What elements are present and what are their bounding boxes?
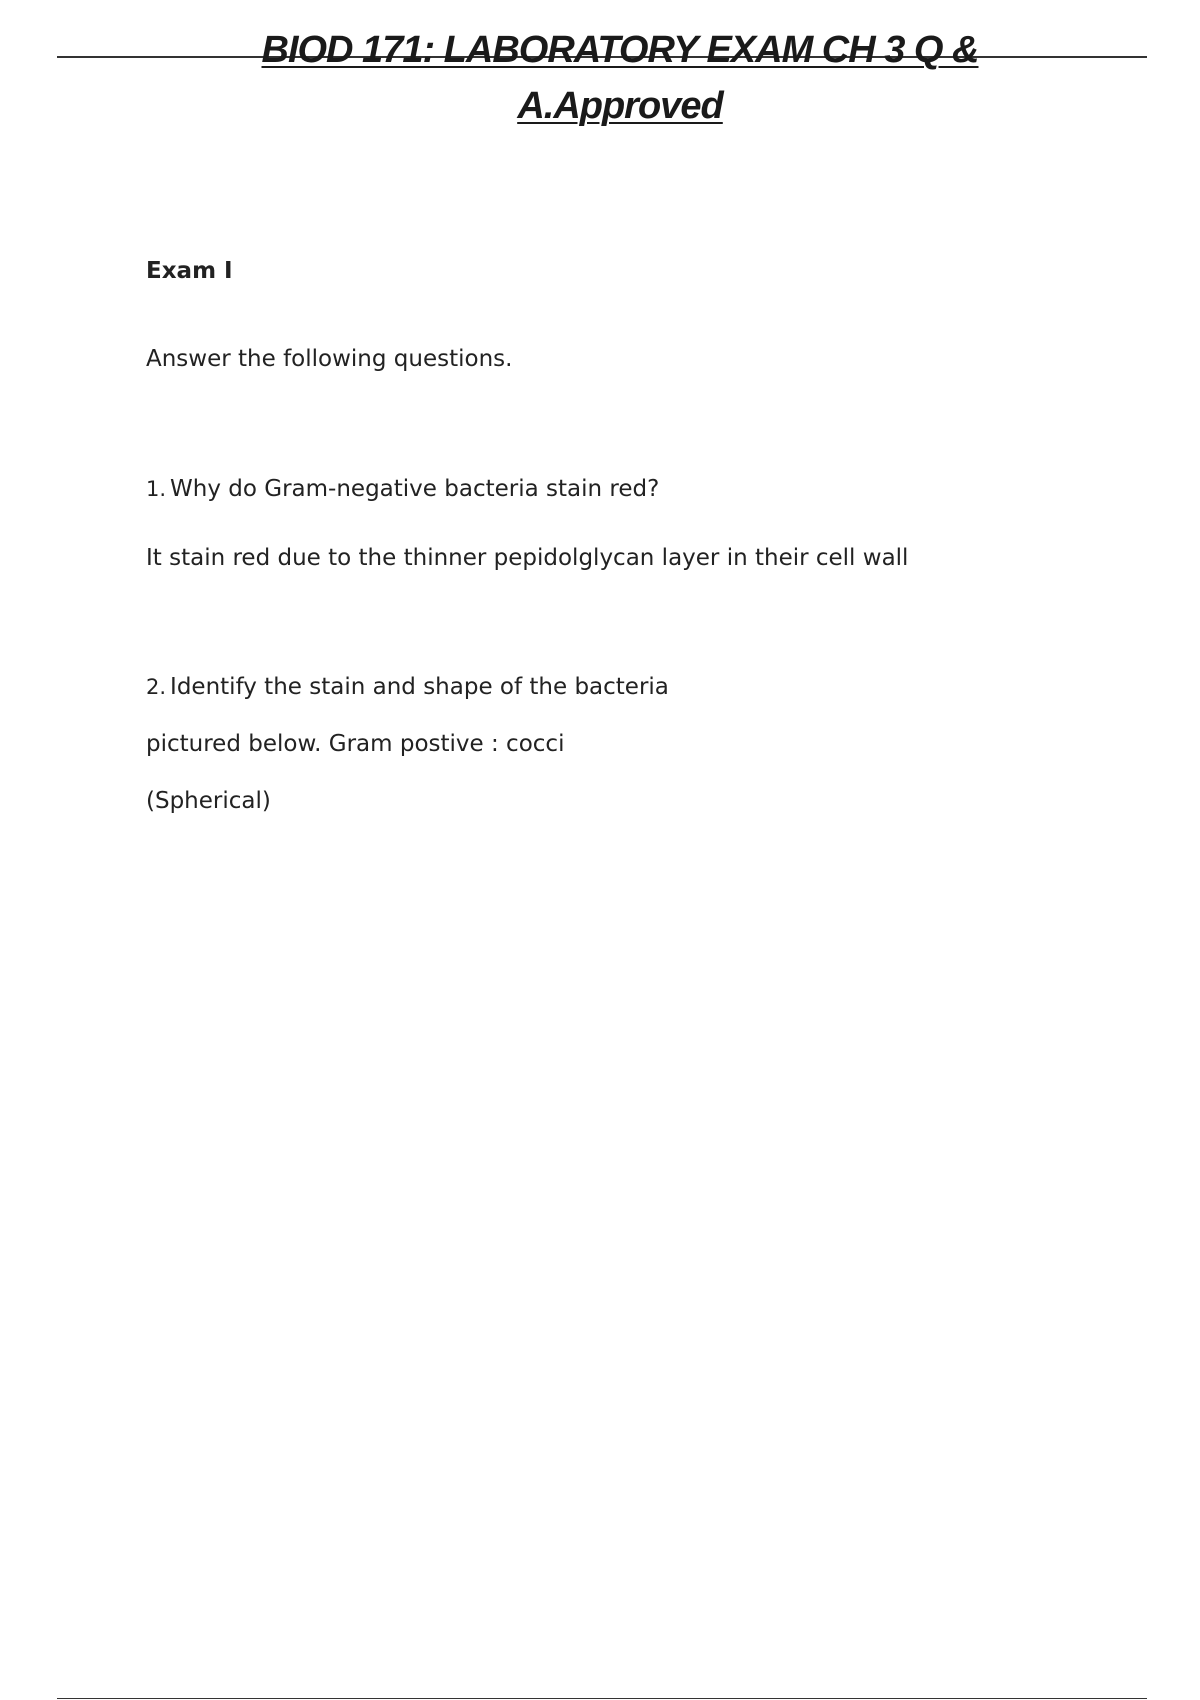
title-line-2: A.Approved: [517, 85, 723, 127]
question-2-number: 2.: [146, 675, 167, 699]
question-1-text: Why do Gram-negative bacteria stain red?: [170, 476, 660, 502]
instructions-text: Answer the following questions.: [146, 346, 513, 372]
question-2-text: Identify the stain and shape of the bacteria: [170, 674, 669, 700]
title-line-1: BIOD 171: LABORATORY EXAM CH 3 Q &: [261, 29, 979, 71]
document-title: [150, 22, 1090, 134]
answer-2-line-1: pictured below. Gram postive : cocci: [146, 731, 565, 757]
section-heading: Exam I: [146, 258, 233, 284]
question-1-number: 1.: [146, 477, 167, 501]
footer-rule: [57, 1698, 1147, 1699]
answer-1-line-1: It stain red due to the thinner pepidolglycan layer in their cell wall: [146, 545, 909, 571]
question-1: [146, 476, 659, 502]
answer-2-line-2: (Spherical): [146, 788, 271, 814]
question-2: [146, 674, 669, 700]
